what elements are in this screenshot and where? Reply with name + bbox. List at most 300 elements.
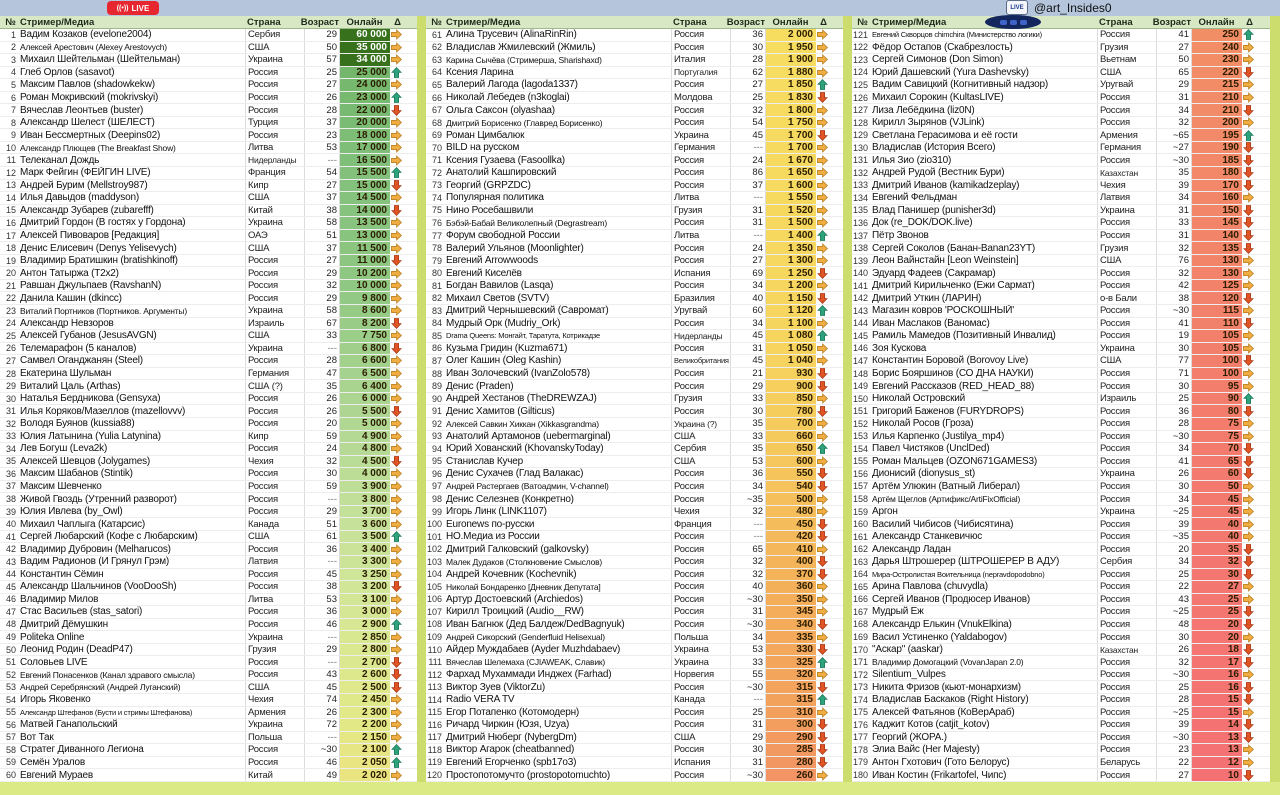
country: Украина xyxy=(245,305,304,317)
table-row xyxy=(426,180,843,193)
age: 24 xyxy=(730,154,765,166)
streamer-name: Павел Чистяков (UnclDed) xyxy=(872,443,990,455)
delta-indicator xyxy=(1242,355,1257,367)
arrow-right-icon xyxy=(1243,42,1254,53)
arrow-up-icon xyxy=(817,657,828,668)
table-row xyxy=(0,481,417,494)
country: Россия xyxy=(1097,518,1156,530)
online-value: 2 700 xyxy=(339,656,390,668)
age: 53 xyxy=(304,594,339,606)
streamer-name: Матвей Ганапольский xyxy=(20,719,118,731)
table-row xyxy=(0,205,417,218)
streamer-name: Дарья Штрошерер (ШТРОШЕРЕР В АДУ) xyxy=(872,556,1060,568)
rank-number: 116 xyxy=(427,719,442,730)
country: Украина xyxy=(671,656,730,668)
rank-number: 120 xyxy=(426,770,442,781)
delta-indicator xyxy=(390,656,405,668)
streamer-name: Юлия Ивлева (by_Owl) xyxy=(20,506,123,518)
arrow-right-icon xyxy=(391,632,402,643)
online-value: 25 xyxy=(1191,606,1242,618)
rank-number: 3 xyxy=(10,54,16,65)
rank-number: 179 xyxy=(852,757,868,768)
age: 46 xyxy=(304,619,339,631)
rank-number: 4 xyxy=(10,67,16,78)
table-row xyxy=(426,142,843,155)
online-value: 1 750 xyxy=(765,117,816,129)
rank-number: 31 xyxy=(5,406,16,417)
streamer-name: Анатолий Кашпировский xyxy=(446,167,557,179)
age: 41 xyxy=(1156,456,1191,468)
country: Россия xyxy=(245,393,304,405)
delta-indicator xyxy=(816,468,831,480)
rank-number: 57 xyxy=(5,732,16,743)
arrow-down-icon xyxy=(1243,644,1254,655)
arrow-down-icon xyxy=(817,368,828,379)
rank-number: 140 xyxy=(852,268,868,279)
table-row xyxy=(852,694,1270,707)
arrow-right-icon xyxy=(391,594,402,605)
table-row xyxy=(426,556,843,569)
arrow-right-icon xyxy=(391,694,402,705)
age: 34 xyxy=(730,631,765,643)
age: 30 xyxy=(1156,631,1191,643)
age: 35 xyxy=(730,418,765,430)
col-header-num: № xyxy=(431,16,442,28)
age: 46 xyxy=(304,757,339,769)
streamer-name: Фёдор Остапов (Скабрезлость) xyxy=(872,41,1013,53)
online-value: 1 500 xyxy=(765,217,816,229)
rank-number: 2 xyxy=(10,42,16,53)
age: 49 xyxy=(304,769,339,781)
rank-number: 26 xyxy=(5,343,16,354)
col-header-country: Страна xyxy=(1099,16,1133,28)
arrow-right-icon xyxy=(817,494,828,505)
online-value: 1 900 xyxy=(765,54,816,66)
streamer-name: Эдуард Фадеев (Сакрамар) xyxy=(872,267,996,279)
table-row xyxy=(426,117,843,130)
online-value: 290 xyxy=(765,732,816,744)
table-row xyxy=(0,305,417,318)
country: Россия xyxy=(671,255,730,267)
age: 25 xyxy=(304,67,339,79)
rank-number: 11 xyxy=(6,155,16,166)
arrow-down-icon xyxy=(1243,243,1254,254)
online-value: 1 150 xyxy=(765,292,816,304)
country: Россия xyxy=(245,569,304,581)
streamer-name: Виктор Зуев (ViktorZu) xyxy=(446,681,546,693)
country: Грузия xyxy=(1097,42,1156,54)
col-header-country: Страна xyxy=(247,16,281,28)
streamer-name: "Аскар" (aaskar) xyxy=(872,644,943,656)
country: Россия xyxy=(671,343,730,355)
streamer-name: Владимир Милов xyxy=(20,593,99,605)
country: Украина xyxy=(245,631,304,643)
table-row xyxy=(0,330,417,343)
rank-number: 148 xyxy=(852,368,868,379)
table-row xyxy=(0,631,417,644)
arrow-down-icon xyxy=(391,318,402,329)
country: Россия xyxy=(671,619,730,631)
arrow-right-icon xyxy=(391,556,402,567)
online-value: 100 xyxy=(1191,368,1242,380)
online-value: 13 xyxy=(1191,744,1242,756)
table-group-1 xyxy=(0,16,417,782)
table-row xyxy=(852,393,1270,406)
rank-number: 128 xyxy=(852,117,868,128)
streamer-name: Живой Гвоздь (Утренний разворот) xyxy=(20,493,177,505)
delta-indicator xyxy=(816,669,831,681)
age: ~30 xyxy=(730,619,765,631)
arrow-right-icon xyxy=(1243,305,1254,316)
arrow-right-icon xyxy=(391,732,402,743)
age: --- xyxy=(304,343,339,355)
online-value: 350 xyxy=(765,594,816,606)
age: 51 xyxy=(304,518,339,530)
online-value: 210 xyxy=(1191,104,1242,116)
country: Россия xyxy=(245,280,304,292)
delta-indicator xyxy=(1242,380,1257,392)
arrow-down-icon xyxy=(1243,142,1254,153)
country: Украина (?) xyxy=(671,418,730,430)
arrow-down-icon xyxy=(817,619,828,630)
delta-indicator xyxy=(390,167,405,179)
rank-number: 149 xyxy=(852,381,868,392)
country: Россия xyxy=(1097,481,1156,493)
country: Нидерланды xyxy=(671,330,730,342)
streamer-name: Андрей Кочевник (Kochevnik) xyxy=(446,568,577,580)
streamer-name: Анатолий Артамонов (uebermarginal) xyxy=(446,430,611,442)
country: Россия xyxy=(1097,431,1156,443)
age: 39 xyxy=(1156,518,1191,530)
streamer-name: Популярная политика xyxy=(446,192,544,204)
column-separator xyxy=(417,16,426,795)
arrow-up-icon xyxy=(391,67,402,78)
country: США xyxy=(245,330,304,342)
arrow-right-icon xyxy=(391,117,402,128)
table-row xyxy=(0,242,417,255)
delta-indicator xyxy=(816,217,831,229)
rank-number: 177 xyxy=(852,732,868,743)
delta-indicator xyxy=(816,355,831,367)
online-value: 195 xyxy=(1191,129,1242,141)
delta-indicator xyxy=(816,656,831,668)
table-row xyxy=(852,167,1270,180)
streamer-name: Александр Плющев (The Breakfast Show) xyxy=(20,142,176,153)
table-row xyxy=(852,343,1270,356)
country: Израиль xyxy=(245,318,304,330)
country: Канада xyxy=(671,694,730,706)
delta-indicator xyxy=(816,230,831,242)
age: 45 xyxy=(730,355,765,367)
col-header-online: Онлайн xyxy=(772,16,809,28)
age: 32 xyxy=(304,456,339,468)
streamer-name: Илья Зио (zio310) xyxy=(872,154,952,166)
arrow-down-icon xyxy=(1243,619,1254,630)
country: Россия xyxy=(1097,305,1156,317)
arrow-right-icon xyxy=(391,544,402,555)
country: Молдова xyxy=(671,92,730,104)
online-value: 1 300 xyxy=(765,255,816,267)
table-row xyxy=(852,619,1270,632)
age: 32 xyxy=(304,280,339,292)
table-row xyxy=(426,481,843,494)
arrow-down-icon xyxy=(391,669,402,680)
online-value: 1 800 xyxy=(765,104,816,116)
age: 31 xyxy=(730,719,765,731)
age: 34 xyxy=(1156,556,1191,568)
streamer-name: Виталий Портников (Портников. Аргументы) xyxy=(20,305,187,316)
table-row xyxy=(426,129,843,142)
age: 35 xyxy=(304,380,339,392)
arrow-down-icon xyxy=(817,757,828,768)
age: 25 xyxy=(730,92,765,104)
country: Латвия xyxy=(1097,192,1156,204)
arrow-up-icon xyxy=(391,167,402,178)
delta-indicator xyxy=(816,581,831,593)
arrow-down-icon xyxy=(1243,770,1254,781)
online-value: 1 650 xyxy=(765,167,816,179)
arrow-down-icon xyxy=(817,556,828,567)
table-row xyxy=(426,29,843,42)
delta-indicator xyxy=(1242,456,1257,468)
rank-number: 122 xyxy=(852,42,868,53)
rank-number: 72 xyxy=(431,167,442,178)
delta-indicator xyxy=(1242,42,1257,54)
streamer-name: Сергей Любарский (Кофе с Любарским) xyxy=(20,531,198,543)
delta-indicator xyxy=(390,305,405,317)
delta-indicator xyxy=(816,431,831,443)
table-row xyxy=(426,343,843,356)
delta-indicator xyxy=(816,242,831,254)
table-row xyxy=(426,757,843,770)
delta-indicator xyxy=(1242,631,1257,643)
age: ~30 xyxy=(730,769,765,781)
country: Россия xyxy=(671,368,730,380)
rank-number: 136 xyxy=(852,217,868,228)
arrow-right-icon xyxy=(1243,381,1254,392)
rank-number: 121 xyxy=(852,29,868,40)
online-value: 15 xyxy=(1191,694,1242,706)
table-row xyxy=(852,217,1270,230)
arrow-right-icon xyxy=(1243,268,1254,279)
streamer-name: Алексей Губанов (JesusAVGN) xyxy=(20,330,157,342)
arrow-down-icon xyxy=(817,531,828,542)
country: Россия xyxy=(245,581,304,593)
rank-number: 12 xyxy=(5,167,16,178)
delta-indicator xyxy=(1242,418,1257,430)
rank-number: 119 xyxy=(427,757,442,768)
country: Россия xyxy=(1097,230,1156,242)
table-row xyxy=(426,330,843,343)
online-value: 6 000 xyxy=(339,393,390,405)
delta-indicator xyxy=(1242,594,1257,606)
arrow-right-icon xyxy=(391,42,402,53)
table-row xyxy=(852,418,1270,431)
delta-indicator xyxy=(1242,481,1257,493)
rank-number: 141 xyxy=(852,280,868,291)
rank-number: 6 xyxy=(10,92,16,103)
table-row xyxy=(852,431,1270,444)
streamer-name: Владислав Жмилевский (Жмиль) xyxy=(446,41,596,53)
table-row xyxy=(852,631,1270,644)
delta-indicator xyxy=(1242,769,1257,781)
rank-number: 19 xyxy=(5,255,16,266)
rank-number: 8 xyxy=(10,117,16,128)
age: 54 xyxy=(730,117,765,129)
table-row xyxy=(0,154,417,167)
streamer-name: Данила Кашин (dkincc) xyxy=(20,292,122,304)
rank-number: 29 xyxy=(5,381,16,392)
table-row xyxy=(852,242,1270,255)
delta-indicator xyxy=(390,217,405,229)
age: --- xyxy=(304,154,339,166)
delta-indicator xyxy=(1242,129,1257,141)
delta-indicator xyxy=(390,67,405,79)
rank-number: 61 xyxy=(431,29,442,40)
age: ~25 xyxy=(1156,606,1191,618)
delta-indicator xyxy=(816,29,831,41)
streamer-name: НО.Медиа из России xyxy=(446,531,540,543)
online-value: 3 700 xyxy=(339,506,390,518)
age: 34 xyxy=(1156,443,1191,455)
rank-number: 151 xyxy=(852,406,868,417)
age: 39 xyxy=(1156,180,1191,192)
online-value: 2 450 xyxy=(339,694,390,706)
arrow-right-icon xyxy=(1243,368,1254,379)
delta-indicator xyxy=(816,318,831,330)
col-header-delta: Δ xyxy=(1246,16,1253,28)
rank-number: 20 xyxy=(5,268,16,279)
streamer-name: Илья Карпенко (Justilya_mp4) xyxy=(872,430,1005,442)
country: Россия xyxy=(1097,606,1156,618)
online-value: 125 xyxy=(1191,280,1242,292)
online-value: 900 xyxy=(765,380,816,392)
table-row xyxy=(0,368,417,381)
table-row xyxy=(0,54,417,67)
country: Россия xyxy=(671,744,730,756)
table-row xyxy=(852,744,1270,757)
online-value: 18 xyxy=(1191,644,1242,656)
rank-number: 36 xyxy=(5,468,16,479)
age: 25 xyxy=(730,707,765,719)
table-row xyxy=(426,67,843,80)
delta-indicator xyxy=(1242,518,1257,530)
country: Россия xyxy=(1097,217,1156,229)
delta-indicator xyxy=(816,67,831,79)
delta-indicator xyxy=(816,405,831,417)
rank-number: 71 xyxy=(431,155,442,166)
age: 31 xyxy=(1156,230,1191,242)
online-value: 1 600 xyxy=(765,180,816,192)
rank-number: 37 xyxy=(5,481,16,492)
delta-indicator xyxy=(1242,431,1257,443)
online-value: 16 xyxy=(1191,669,1242,681)
country: Россия xyxy=(671,217,730,229)
streamer-name: Кузьма Гридин (Kuzma671) xyxy=(446,342,568,354)
online-value: 1 400 xyxy=(765,230,816,242)
rank-number: 131 xyxy=(852,155,868,166)
delta-indicator xyxy=(1242,443,1257,455)
table-row xyxy=(852,669,1270,682)
streamer-name: Роман Цимбалюк xyxy=(446,129,525,141)
online-value: 6 600 xyxy=(339,355,390,367)
online-value: 3 500 xyxy=(339,531,390,543)
rank-number: 142 xyxy=(852,293,868,304)
delta-indicator xyxy=(1242,255,1257,267)
online-value: 65 xyxy=(1191,456,1242,468)
streamer-name: Кирилл Зырянов (VJLink) xyxy=(872,117,985,129)
arrow-right-icon xyxy=(391,155,402,166)
rank-number: 176 xyxy=(852,719,868,730)
online-value: 215 xyxy=(1191,79,1242,91)
delta-indicator xyxy=(816,719,831,731)
delta-indicator xyxy=(1242,92,1257,104)
table-row xyxy=(426,606,843,619)
country: Россия xyxy=(245,619,304,631)
rank-number: 15 xyxy=(5,205,16,216)
online-value: 6 500 xyxy=(339,368,390,380)
streamer-name: BILD на русском xyxy=(446,142,520,154)
table-row xyxy=(426,42,843,55)
rank-number: 115 xyxy=(427,707,442,718)
country: США xyxy=(245,42,304,54)
delta-indicator xyxy=(816,732,831,744)
rank-number: 175 xyxy=(852,707,868,718)
rank-number: 100 xyxy=(426,519,442,530)
country: США xyxy=(1097,255,1156,267)
streamer-name: Александр Ладан xyxy=(872,543,951,555)
online-value: 115 xyxy=(1191,305,1242,317)
streamer-name: Айдер Муждабаев (Ayder Muzhdabaev) xyxy=(446,644,621,656)
age: 36 xyxy=(304,606,339,618)
online-value: 285 xyxy=(765,744,816,756)
table-row xyxy=(426,104,843,117)
age: 45 xyxy=(304,569,339,581)
country: Латвия xyxy=(245,556,304,568)
arrow-right-icon xyxy=(1243,531,1254,542)
delta-indicator xyxy=(816,443,831,455)
delta-indicator xyxy=(390,543,405,555)
delta-indicator xyxy=(390,393,405,405)
delta-indicator xyxy=(816,744,831,756)
arrow-right-icon xyxy=(817,544,828,555)
rank-number: 153 xyxy=(852,431,868,442)
country: Россия xyxy=(671,29,730,41)
online-value: 2 800 xyxy=(339,644,390,656)
streamer-name: Иван Золочевский (IvanZolo578) xyxy=(446,368,590,380)
arrow-right-icon xyxy=(391,142,402,153)
rank-number: 97 xyxy=(431,481,442,492)
age: --- xyxy=(730,518,765,530)
online-value: 130 xyxy=(1191,267,1242,279)
rank-number: 67 xyxy=(431,105,442,116)
table-row xyxy=(0,543,417,556)
table-row xyxy=(0,719,417,732)
streamer-name: Михаил Шейтельман (Шейтельман) xyxy=(20,54,181,66)
bottom-strip xyxy=(0,782,1280,795)
table-row xyxy=(0,556,417,569)
arrow-up-icon xyxy=(1243,393,1254,404)
country: Россия xyxy=(1097,744,1156,756)
online-value: 660 xyxy=(765,431,816,443)
rank-number: 80 xyxy=(431,268,442,279)
age: 41 xyxy=(1156,29,1191,41)
country: Россия xyxy=(245,292,304,304)
col-header-name: Стример/Медиа xyxy=(20,16,95,28)
online-value: 9 800 xyxy=(339,292,390,304)
age: 27 xyxy=(304,255,339,267)
arrow-down-icon xyxy=(1243,406,1254,417)
